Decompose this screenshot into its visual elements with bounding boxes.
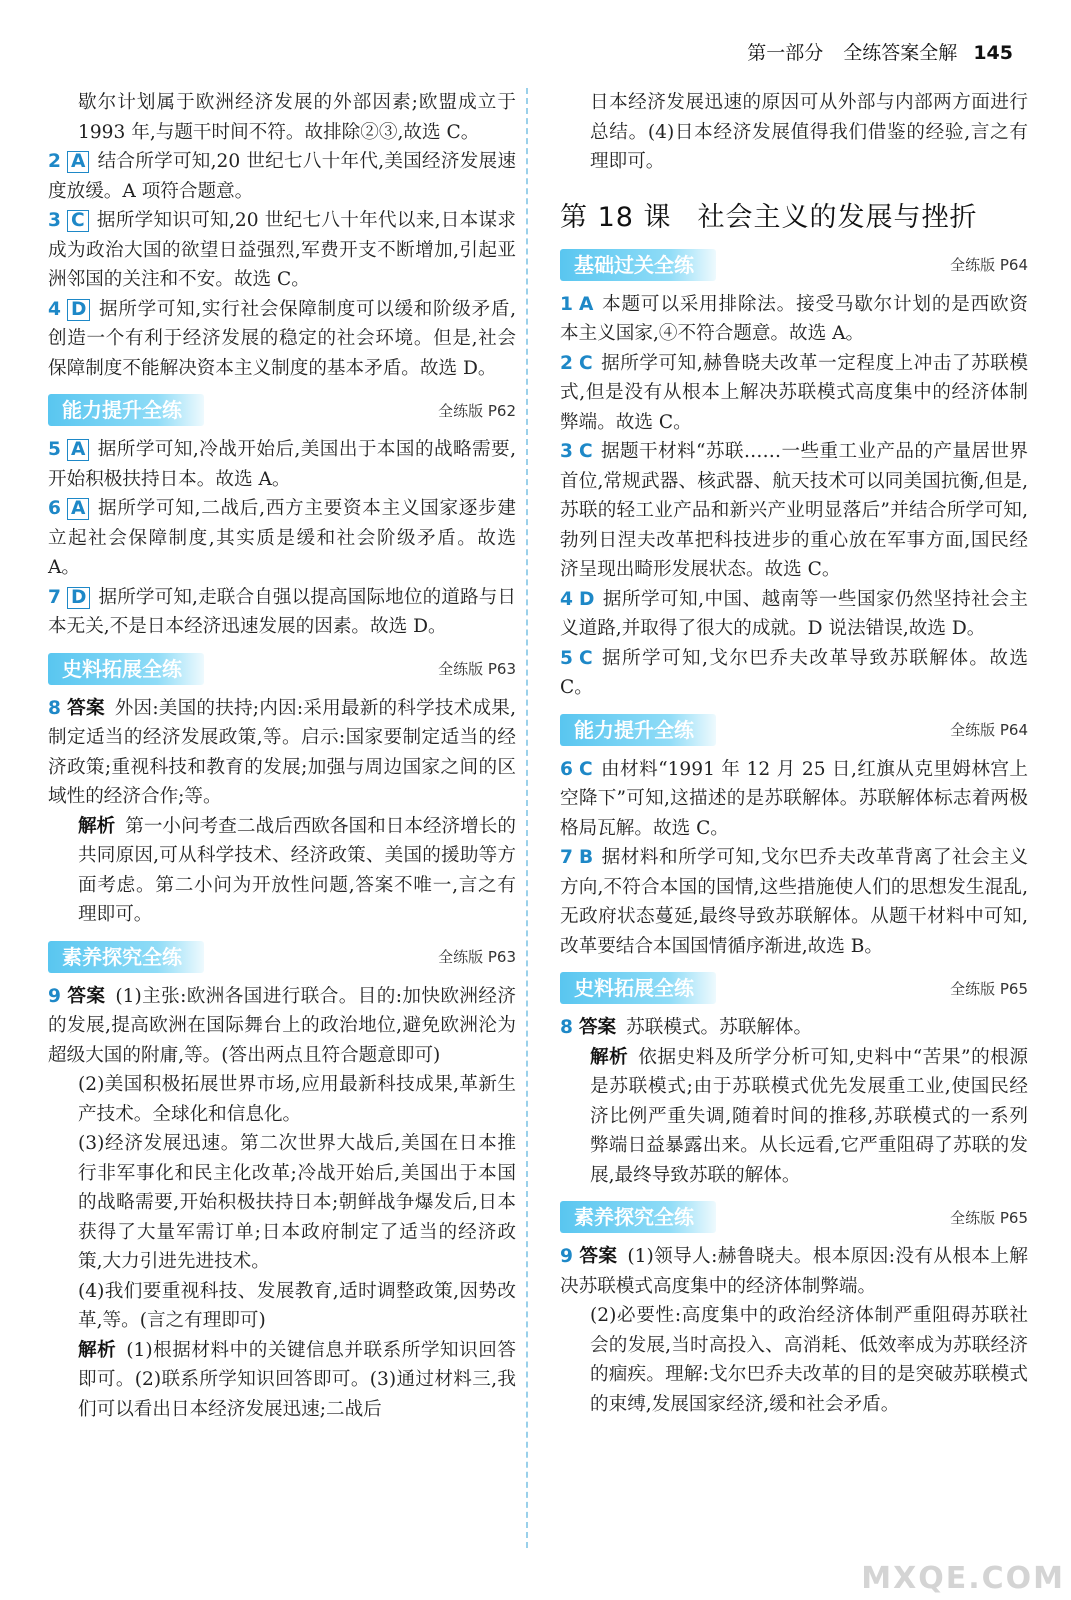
question-number: 3 (560, 441, 573, 462)
question-explanation: 结合所学可知,20 世纪七八十年代,美国经济发展速度放缓。A 项符合题意。 (48, 151, 516, 202)
left-question-8-analysis (48, 812, 516, 930)
right-question-9-answer (560, 1242, 1028, 1301)
answer-letter: C (578, 441, 593, 462)
page-number: 145 (973, 42, 1013, 64)
left-question-2 (48, 147, 516, 206)
section-page-ref: 全练版 P62 (438, 401, 516, 420)
section-page-ref: 全练版 P65 (950, 1208, 1028, 1227)
question-number: 5 (48, 439, 61, 460)
left-question-6 (48, 494, 516, 583)
left-question-8-answer (48, 694, 516, 812)
analysis-tag: 解析 (78, 815, 116, 837)
answer-tag: 答案 (66, 985, 106, 1007)
left-column (48, 88, 516, 1424)
section-page-ref: 全练版 P64 (950, 721, 1028, 739)
answer-text: 外因:美国的扶持;内因:采用最新的科学技术成果,制定适当的经济发展政策,等。启示:国家要制定适当的经济政策;重视科技和教育的发展;加强与周边国家之间的区域性的经济合作;等。 (48, 697, 516, 807)
question-explanation: 据所学可知,冷战开始后,美国出于本国的战略需要,开始积极扶持日本。故选 A。 (48, 439, 516, 490)
question-explanation: 据材料和所学可知,戈尔巴乔夫改革背离了社会主义方向,不符合本国的国情,这些措施使人们的思想发生混乱,无政府状态蔓延,最终导致苏联解体。从题干材料中可知,改革要结合本国国情循序渐进,故选 B。 (560, 847, 1028, 957)
section-page-ref: 全练版 P65 (950, 979, 1028, 998)
left-intro-text: 歇尔计划属于欧洲经济发展的外部因素;欧盟成立于 1993 年,与题干时间不符。故排除②③,故选 C。 (78, 92, 516, 143)
question-explanation: 据所学可知,戈尔巴乔夫改革导致苏联解体。故选 C。 (560, 647, 1028, 698)
question-explanation: 据所学可知,赫鲁晓夫改革一定程度上冲击了苏联模式,但是没有从根本上解决苏联模式高度集中的经济体制弊端。故选 C。 (560, 352, 1028, 433)
analysis-text: 依据史料及所学分析可知,史料中“苦果”的根源是苏联模式;由于苏联模式优先发展重工业,使国民经济比例严重失调,随着时间的推移,苏联模式的一系列弊端日益暴露出来。从长远看,它严重阻碍了苏联的发展,最终导致苏联的解体。 (590, 1046, 1028, 1186)
answer-letter: D (67, 587, 90, 609)
watermark-logo: MXQE.COM (861, 1561, 1065, 1596)
section-header-literacy (560, 1200, 1028, 1234)
question-explanation: 据所学知识可知,20 世纪七八十年代以来,日本谋求成为政治大国的欲望日益强烈,军费开支不断增加,引起亚洲邻国的关注和不安。故选 C。 (48, 210, 516, 290)
answer-tag: 答案 (66, 697, 105, 719)
left-question-9-part-2: (2)美国积极拓展世界市场,应用最新科技成果,革新生产技术。全球化和信息化。 (78, 1074, 516, 1125)
section-title: 能力提升全练 (560, 714, 716, 746)
question-explanation: 据所学可知,二战后,西方主要资本主义国家逐步建立起社会保障制度,其实质是缓和社会阶级矛盾。故选 A。 (48, 498, 516, 578)
section-title: 基础过关全练 (560, 249, 716, 281)
answer-tag: 答案 (578, 1246, 618, 1267)
left-question-9-part-4: (4)我们要重视科技、发展教育,适时调整政策,因势改革,等。(言之有理即可) (78, 1280, 516, 1331)
analysis-text: (1)根据材料中的关键信息并联系所学知识回答即可。(2)联系所学知识回答即可。(3)通过材料三,我们可以看出日本经济发展迅速;二战后 (78, 1339, 516, 1420)
page-header (733, 38, 1013, 65)
left-question-9-answer (48, 982, 516, 1071)
section-title: 素养探究全练 (48, 941, 204, 973)
answer-letter: A (67, 439, 89, 461)
right-question-5 (560, 644, 1028, 703)
section-header-literacy (48, 940, 516, 974)
question-number: 4 (560, 588, 573, 610)
section-header-basic (560, 248, 1028, 282)
column-divider (526, 88, 528, 1548)
answer-letter: D (67, 299, 90, 321)
section-title: 素养探究全练 (560, 1201, 716, 1233)
left-question-3 (48, 206, 516, 295)
right-question-2 (560, 349, 1028, 438)
analysis-tag: 解析 (590, 1046, 629, 1068)
question-explanation: 据所学可知,走联合自强以提高国际地位的道路与日本无关,不是日本经济迅速发展的因素。故选 D。 (48, 586, 516, 637)
question-number: 7 (48, 586, 61, 608)
answer-letter: B (578, 847, 594, 868)
right-question-7 (560, 843, 1028, 961)
question-explanation: 据所学可知,实行社会保障制度可以缓和阶级矛盾,创造一个有利于经济发展的稳定的社会环境。但是,社会保障制度不能解决资本主义制度的基本矛盾。故选 D。 (48, 298, 516, 379)
section-title: 史料拓展全练 (560, 972, 716, 1004)
question-number: 1 (560, 293, 573, 315)
lesson-name: 社会主义的发展与挫折 (697, 201, 978, 233)
answer-letter: D (578, 588, 595, 610)
lesson-title (560, 195, 1028, 234)
section-page-ref: 全练版 P63 (438, 948, 516, 966)
question-number: 2 (560, 352, 573, 374)
question-number: 6 (48, 498, 61, 519)
left-question-9-analysis (48, 1336, 516, 1425)
answer-letter: A (67, 151, 89, 173)
left-question-9-part-3: (3)经济发展迅速。第二次世界大战后,美国在日本推行非军事化和民主化改革;冷战开始后,美国出于本国的战略需要,开始积极扶持日本;朝鲜战争爆发后,日本获得了大量军需订单;日本政府制定了适当的经济政策,大力引进先进技术。 (78, 1133, 516, 1272)
right-intro-text: 日本经济发展迅速的原因可从外部与内部两方面进行总结。(4)日本经济发展值得我们借鉴的经验,言之有理即可。 (590, 92, 1028, 172)
right-column (560, 88, 1028, 1419)
lesson-number: 第 18 课 (560, 201, 672, 233)
right-question-3 (560, 437, 1028, 585)
right-question-4 (560, 585, 1028, 644)
answer-part-1: (1)主张:欧洲各国进行联合。目的:加快欧洲经济的发展,提高欧洲在国际舞台上的政治地位,避免欧洲沦为超级大国的附庸,等。(答出两点且符合题意即可) (48, 985, 516, 1066)
answer-part-1: (1)领导人:赫鲁晓夫。根本原因:没有从根本上解决苏联模式高度集中的经济体制弊端。 (560, 1246, 1028, 1297)
question-number: 5 (560, 647, 573, 669)
right-question-8-analysis (560, 1043, 1028, 1191)
section-page-ref: 全练版 P64 (950, 256, 1028, 274)
question-explanation: 本题可以采用排除法。接受马歇尔计划的是西欧资本主义国家,④不符合题意。故选 A。 (560, 293, 1028, 344)
answer-tag: 答案 (578, 1017, 617, 1038)
analysis-tag: 解析 (78, 1339, 117, 1361)
question-number: 7 (560, 847, 573, 868)
question-explanation: 据所学可知,中国、越南等一些国家仍然坚持社会主义道路,并取得了很大的成就。D 说法错误,故选 D。 (560, 588, 1028, 639)
answer-letter: C (67, 210, 89, 232)
right-question-1 (560, 290, 1028, 349)
answer-letter: C (578, 647, 593, 669)
right-question-8-answer (560, 1013, 1028, 1043)
question-number: 3 (48, 210, 61, 231)
section-header-historical (560, 971, 1028, 1005)
analysis-text: 第一小问考查二战后西欧各国和日本经济增长的共同原因,可从科学技术、经济政策、美国的援助等方面考虑。第二小问为开放性问题,答案不唯一,言之有理即可。 (78, 815, 516, 925)
question-explanation: 据题干材料“苏联……一些重工业产品的产量居世界首位,常规武器、核武器、航天技术可以同美国抗衡,但是,苏联的轻工业产品和新兴产业明显落后”并结合所学可知,勃列日涅夫改革把科技进步的重心放在军事方面,国民经济呈现出畸形发展状态。故选 C。 (560, 441, 1028, 580)
answer-text: 苏联模式。苏联解体。 (626, 1017, 813, 1038)
question-number: 6 (560, 758, 573, 780)
header-part: 第一部分 (747, 42, 824, 64)
section-title: 能力提升全练 (48, 394, 204, 426)
left-question-5 (48, 435, 516, 494)
section-header-ability (560, 713, 1028, 747)
section-page-ref: 全练版 P63 (438, 660, 516, 678)
question-number: 9 (48, 985, 61, 1007)
section-header-historical (48, 652, 516, 686)
question-number: 4 (48, 298, 61, 320)
question-number: 2 (48, 151, 61, 172)
answer-letter: A (67, 498, 89, 520)
left-question-7 (48, 583, 516, 642)
right-question-9-part-2: (2)必要性:高度集中的政治经济体制严重阻碍苏联社会的发展,当时高投入、高消耗、低效率成为苏联经济的痼疾。理解:戈尔巴乔夫改革的目的是突破苏联模式的束缚,发展国家经济,缓和社会矛盾。 (590, 1305, 1028, 1415)
right-question-6 (560, 755, 1028, 844)
answer-letter: C (578, 758, 593, 780)
question-number: 8 (560, 1017, 573, 1038)
left-question-4 (48, 295, 516, 384)
question-explanation: 由材料“1991 年 12 月 25 日,红旗从克里姆林宫上空降下”可知,这描述的是苏联解体。苏联解体标志着两极格局瓦解。故选 C。 (560, 758, 1028, 839)
section-header-ability (48, 393, 516, 427)
header-title: 全练答案全解 (843, 42, 958, 64)
answer-letter: C (578, 352, 593, 374)
answer-letter: A (578, 293, 594, 315)
question-number: 9 (560, 1246, 573, 1267)
question-number: 8 (48, 697, 61, 719)
section-title: 史料拓展全练 (48, 653, 204, 685)
